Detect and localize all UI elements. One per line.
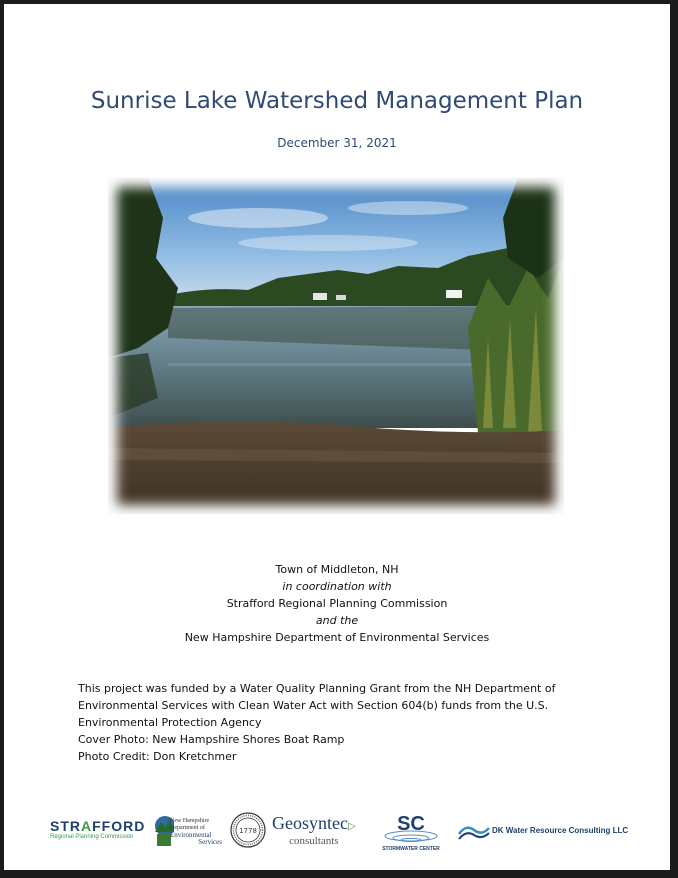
lake-photo-icon [108,178,564,514]
town-seal-icon [230,812,266,848]
dk-water-logo [458,820,629,847]
strafford-logo-name: STRAFFORD [50,818,146,834]
nhdes-line1: New Hampshire Department of [170,818,210,831]
wave-icon [458,820,490,842]
unh-subtitle: STORMWATER CENTER [382,846,440,852]
document-date: December 31, 2021 [277,136,397,150]
middleton-seal-logo [230,812,266,853]
credits-block [4,561,670,646]
geosyntec-name: Geosyntec [272,813,348,833]
credits-srpc: Strafford Regional Planning Commission [226,597,448,610]
strafford-logo [50,818,145,840]
credits-nhdes: New Hampshire Department of Environmental Services [184,631,490,644]
partner-logos [44,804,644,854]
geosyntec-arrow-icon: ▷ [347,821,356,832]
nhdes-line3: Services [198,838,222,846]
seal-year: 1778 [239,827,257,835]
funding-statement: This project was funded by a Water Quality Planning Grant from the NH Department of Environmental Services with Clean Water Act with Section 604(b) funds from the U.S. Environmental Protection Agency [78,682,556,729]
credits-town: Town of Middleton, NH [275,563,399,576]
strafford-logo-subtitle: Regional Planning Commission [50,834,134,840]
nhdes-logo [154,812,222,848]
nhdes-line2: Environmental [170,831,212,839]
photo-info [78,731,618,765]
unh-stormwater-logo [378,808,444,854]
cover-photo-caption: Cover Photo: New Hampshire Shores Boat Ramp [78,733,345,746]
credits-and: and the [315,614,359,627]
stormwater-center-icon [378,808,444,846]
document-page [4,4,670,870]
dk-water-name: DK Water Resource Consulting LLC [492,826,629,835]
credits-coordination: in coordination with [282,580,392,593]
geosyntec-logo [272,814,356,847]
unh-letters: SC [397,813,425,835]
document-title: Sunrise Lake Watershed Management Plan [90,88,584,114]
cover-photo [108,178,564,514]
photo-credit: Photo Credit: Don Kretchmer [78,750,237,763]
geosyntec-subtitle: consultants [289,835,339,847]
